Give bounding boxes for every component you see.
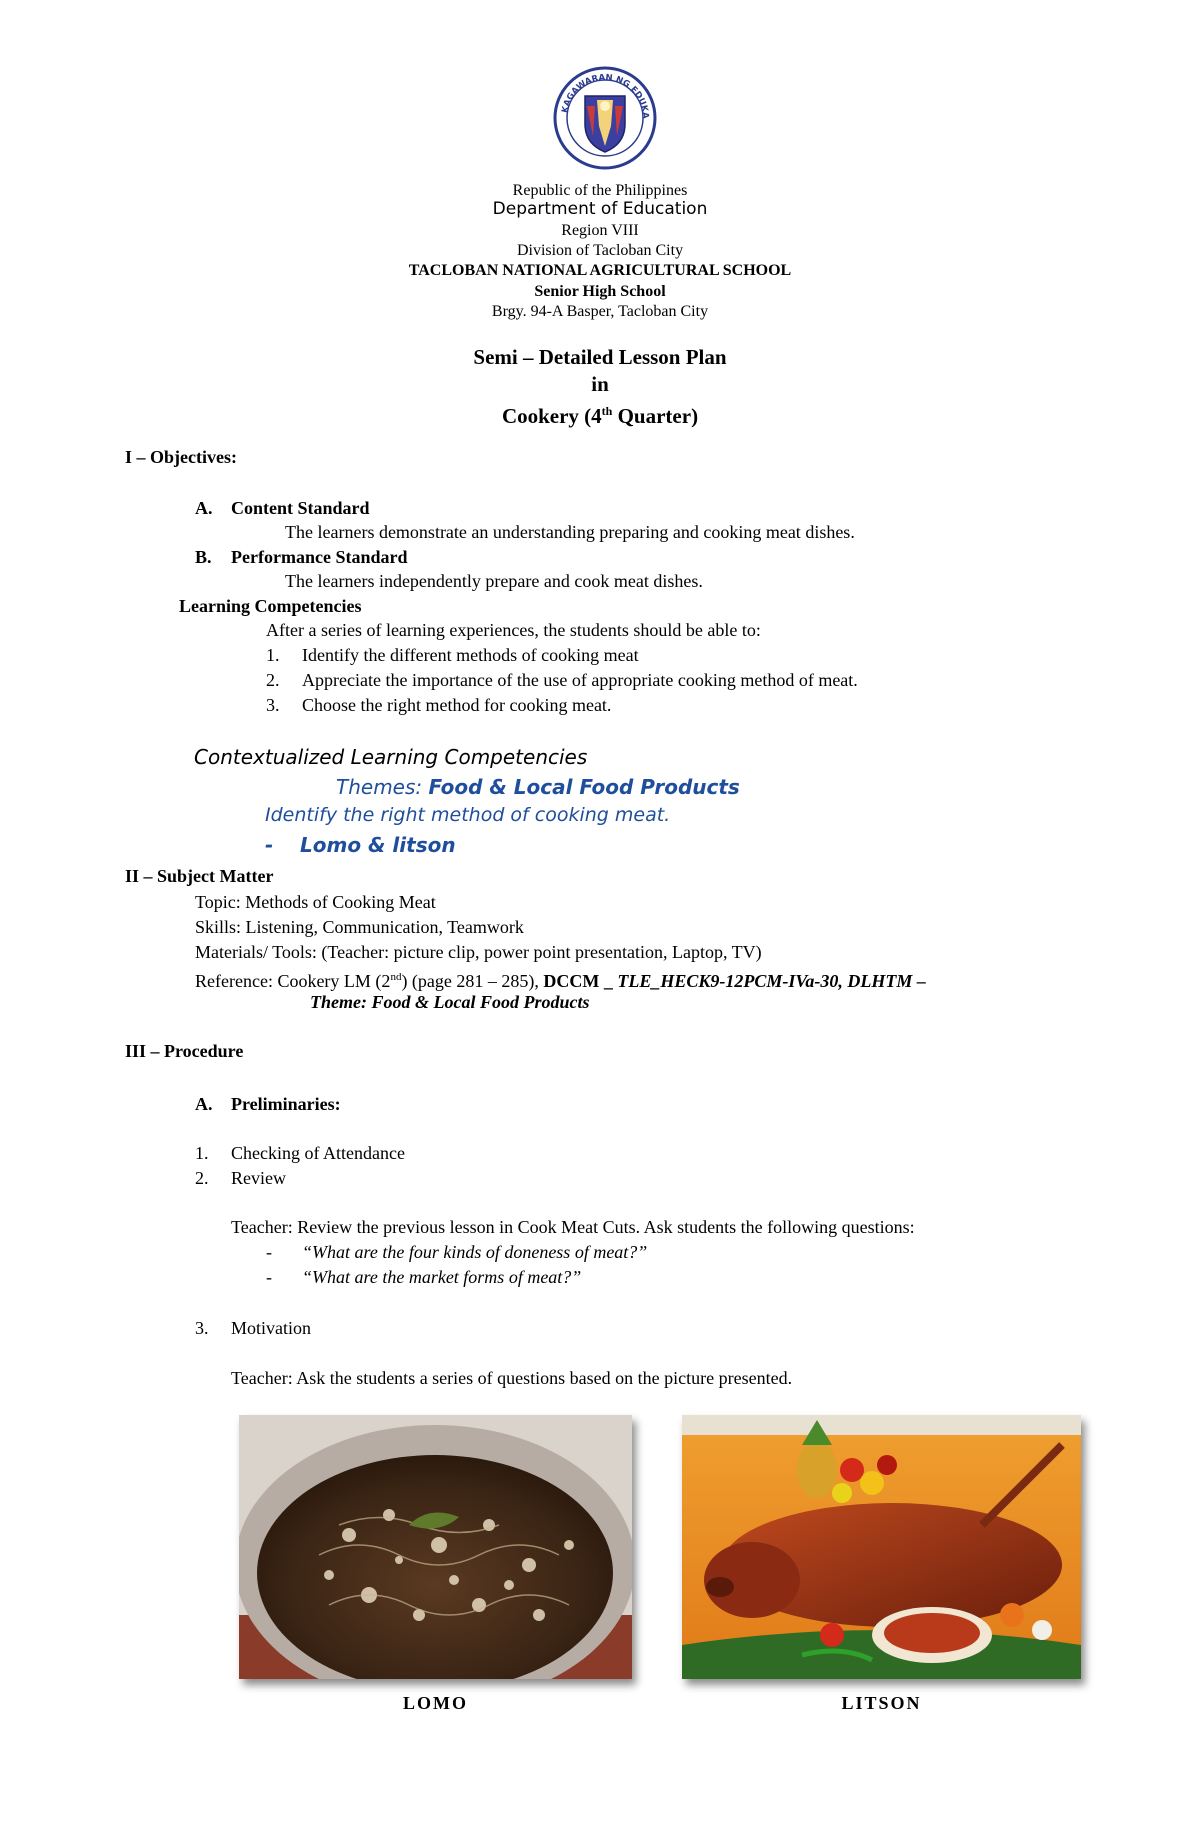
republic-line: Republic of the Philippines [512,182,688,199]
performance-standard-letter: B. [195,547,212,567]
lomo-image [239,1415,632,1679]
deped-seal [553,66,657,170]
litson-caption: LITSON [841,1693,922,1713]
svg-text:KAGAWARAN NG EDUKASYON: KAGAWARAN NG EDUKA [560,72,651,120]
procedure-item: Motivation [231,1318,311,1338]
lomo-caption: LOMO [403,1693,468,1713]
procedure-number: 3. [195,1318,209,1338]
content-standard-label: Content Standard [231,498,370,518]
review-text: Teacher: Review the previous lesson in Cook Meat Cuts. Ask students the following questions: [231,1217,915,1237]
seal-icon [553,66,657,170]
motivation-text: Teacher: Ask the students a series of questions based on the picture presented. [231,1368,793,1388]
procedure-number: 2. [195,1168,209,1188]
contextualized-dish: Lomo & litson [300,833,456,857]
competency-number: 1. [266,645,280,665]
subject-reference: Reference: Cookery LM (2nd) (page 281 – 285), DCCM _ TLE_HECK9-12PCM-IVa-30, DLHTM – [195,971,926,991]
preliminaries-letter: A. [195,1094,213,1114]
procedure-item: Checking of Attendance [231,1143,405,1163]
question-bullet: - [266,1267,272,1287]
procedure-number: 1. [195,1143,209,1163]
division-line: Division of Tacloban City [516,242,684,259]
department-line: Department of Education [492,199,708,219]
school-level: Senior High School [534,283,666,300]
procedure-item: Review [231,1168,286,1188]
learning-competencies-intro: After a series of learning experiences, the students should be able to: [266,620,761,640]
performance-standard-text: The learners independently prepare and cook meat dishes. [285,571,703,591]
school-address: Brgy. 94-A Basper, Tacloban City [491,303,709,320]
contextualized-theme: Themes: Food & Local Food Products [336,775,740,799]
competency-item: Choose the right method for cooking meat. [302,695,612,715]
subject-materials: Materials/ Tools: (Teacher: picture clip, power point presentation, Laptop, TV) [195,942,762,962]
competency-number: 3. [266,695,280,715]
competency-item: Appreciate the importance of the use of appropriate cooking method of meat. [302,670,858,690]
school-name: TACLOBAN NATIONAL AGRICULTURAL SCHOOL [408,262,792,279]
subject-matter-heading: II – Subject Matter [125,866,274,886]
review-question: “What are the market forms of meat?” [302,1267,582,1287]
procedure-heading: III – Procedure [125,1041,244,1061]
subject-theme: Theme: Food & Local Food Products [310,992,590,1012]
contextualized-dash: - [265,833,274,857]
lesson-title-in: in [591,372,609,396]
region-line: Region VIII [561,222,639,239]
competency-item: Identify the different methods of cooking meat [302,645,639,665]
performance-standard-label: Performance Standard [231,547,408,567]
lesson-title: Semi – Detailed Lesson Plan [473,345,727,369]
contextualized-heading: Contextualized Learning Competencies [194,745,588,769]
contextualized-identify: Identify the right method of cooking meat. [265,804,671,826]
objectives-heading: I – Objectives: [125,447,237,467]
subject-skills: Skills: Listening, Communication, Teamwork [195,917,524,937]
preliminaries-label: Preliminaries: [231,1094,341,1114]
question-bullet: - [266,1242,272,1262]
subject-topic: Topic: Methods of Cooking Meat [195,892,436,912]
competency-number: 2. [266,670,280,690]
learning-competencies-label: Learning Competencies [179,596,362,616]
lesson-subject-title: Cookery (4th Quarter) [501,404,699,428]
content-standard-text: The learners demonstrate an understanding preparing and cooking meat dishes. [285,522,855,542]
review-question: “What are the four kinds of doneness of meat?” [302,1242,648,1262]
litson-image [682,1415,1081,1679]
content-standard-letter: A. [195,498,213,518]
